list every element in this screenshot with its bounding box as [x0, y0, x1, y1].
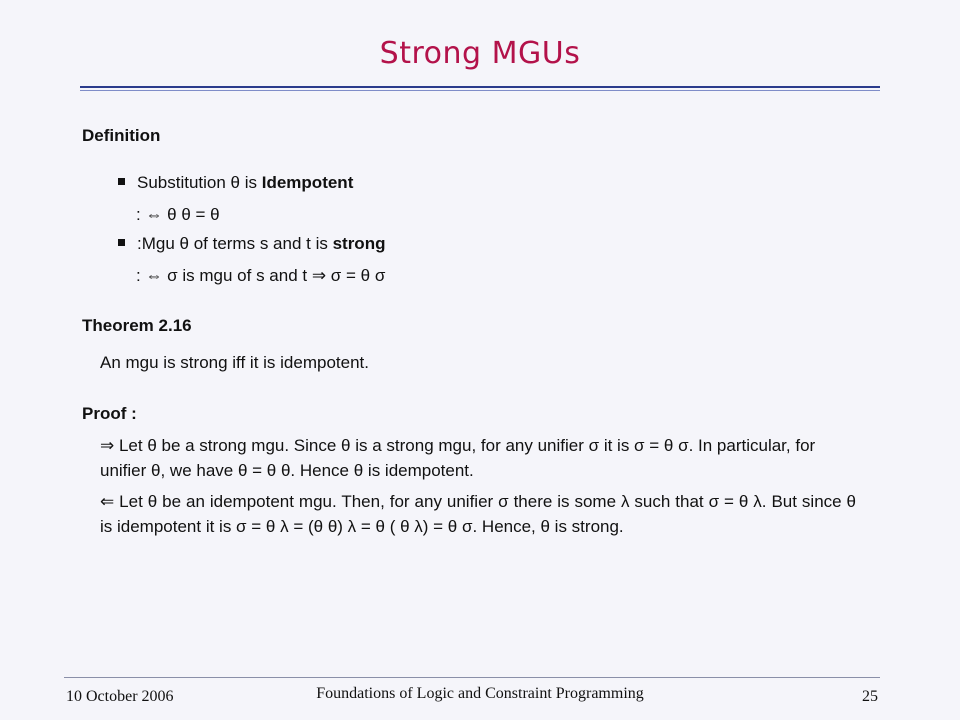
- bullet-square-icon: [118, 239, 125, 246]
- slide-title: Strong MGUs: [379, 36, 581, 71]
- theorem-heading: Theorem 2.16: [82, 316, 192, 335]
- bullet-term: strong: [332, 234, 386, 253]
- proof-paragraph-backward: ⇐ Let θ be an idempotent mgu. Then, for any unifier σ there is some λ such that σ = θ λ. But since θ is idempotent it is σ = θ λ = (θ θ) λ = θ ( θ λ) = θ σ. Hence, θ is strong.: [100, 492, 856, 536]
- bullet-text: :Mgu θ of terms s and t is: [137, 234, 333, 253]
- definition-heading: Definition: [82, 126, 161, 145]
- bullet-term: Idempotent: [261, 173, 354, 192]
- theorem-text: An mgu is strong iff it is idempotent.: [100, 353, 369, 372]
- footer-divider: [64, 677, 880, 678]
- bullet-text: Substitution θ is: [137, 173, 262, 192]
- bullet-strong: [118, 234, 385, 254]
- title-divider-thin: [80, 90, 880, 91]
- footer-course: Foundations of Logic and Constraint Programming: [316, 685, 644, 702]
- footer-date: 10 October 2006: [66, 688, 174, 705]
- bullet-square-icon: [118, 178, 125, 185]
- proof-paragraph-forward: ⇒ Let θ be a strong mgu. Since θ is a strong mgu, for any unifier σ it is σ = θ σ. In particular, for unifier θ, we have θ = θ θ. Hence θ is idempotent.: [100, 436, 816, 480]
- page-number: 25: [862, 688, 878, 705]
- title-divider: [80, 86, 880, 88]
- bullet-idempotent-detail: : ⇔ θ θ = θ: [136, 205, 220, 224]
- proof-heading: Proof :: [82, 404, 137, 423]
- bullet-strong-detail: : ⇔ σ is mgu of s and t ⇒ σ = θ σ: [136, 266, 386, 285]
- bullet-idempotent: [118, 173, 353, 193]
